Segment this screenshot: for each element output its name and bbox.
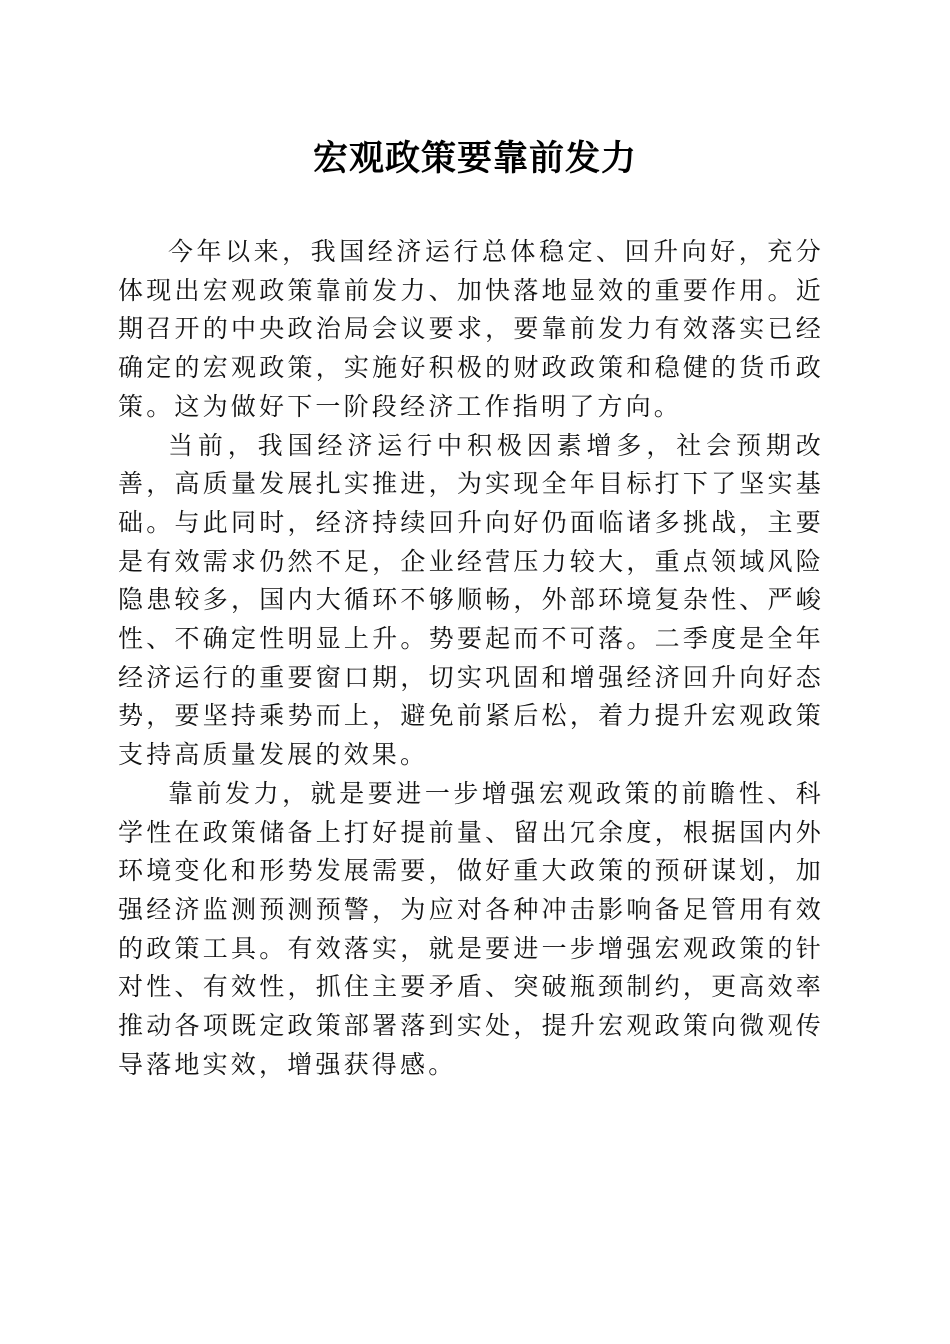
paragraph-3: 靠前发力，就是要进一步增强宏观政策的前瞻性、科学性在政策储备上打好提前量、留出冗余度，根据国内外环境变化和形势发展需要，做好重大政策的预研谋划，加强经济监测预测预警，为应对各种冲击影响备足管用有效的政策工具。有效落实，就是要进一步增强宏观政策的针对性、有效性，抓住主要矛盾、突破瓶颈制约，更高效率推动各项既定政策部署落到实处，提升宏观政策向微观传导落地实效，增强获得感。 (118, 778, 824, 1079)
document-title: 宏观政策要靠前发力 (312, 138, 637, 179)
document-body (118, 233, 824, 1084)
paragraph-1: 今年以来，我国经济运行总体稳定、回升向好，充分体现出宏观政策靠前发力、加快落地显效的重要作用。近期召开的中央政治局会议要求，要靠前发力有效落实已经确定的宏观政策，实施好积极的财政政策和稳健的货币政策。这为做好下一阶段经济工作指明了方向。 (118, 237, 824, 421)
paragraph-2: 当前，我国经济运行中积极因素增多，社会预期改善，高质量发展扎实推进，为实现全年目标打下了坚实基础。与此同时，经济持续回升向好仍面临诸多挑战，主要是有效需求仍然不足，企业经营压力较大，重点领域风险隐患较多，国内大循环不够顺畅，外部环境复杂性、严峻性、不确定性明显上升。势要起而不可落。二季度是全年经济运行的重要窗口期，切实巩固和增强经济回升向好态势，要坚持乘势而上，避免前紧后松，着力提升宏观政策支持高质量发展的效果。 (118, 430, 824, 770)
